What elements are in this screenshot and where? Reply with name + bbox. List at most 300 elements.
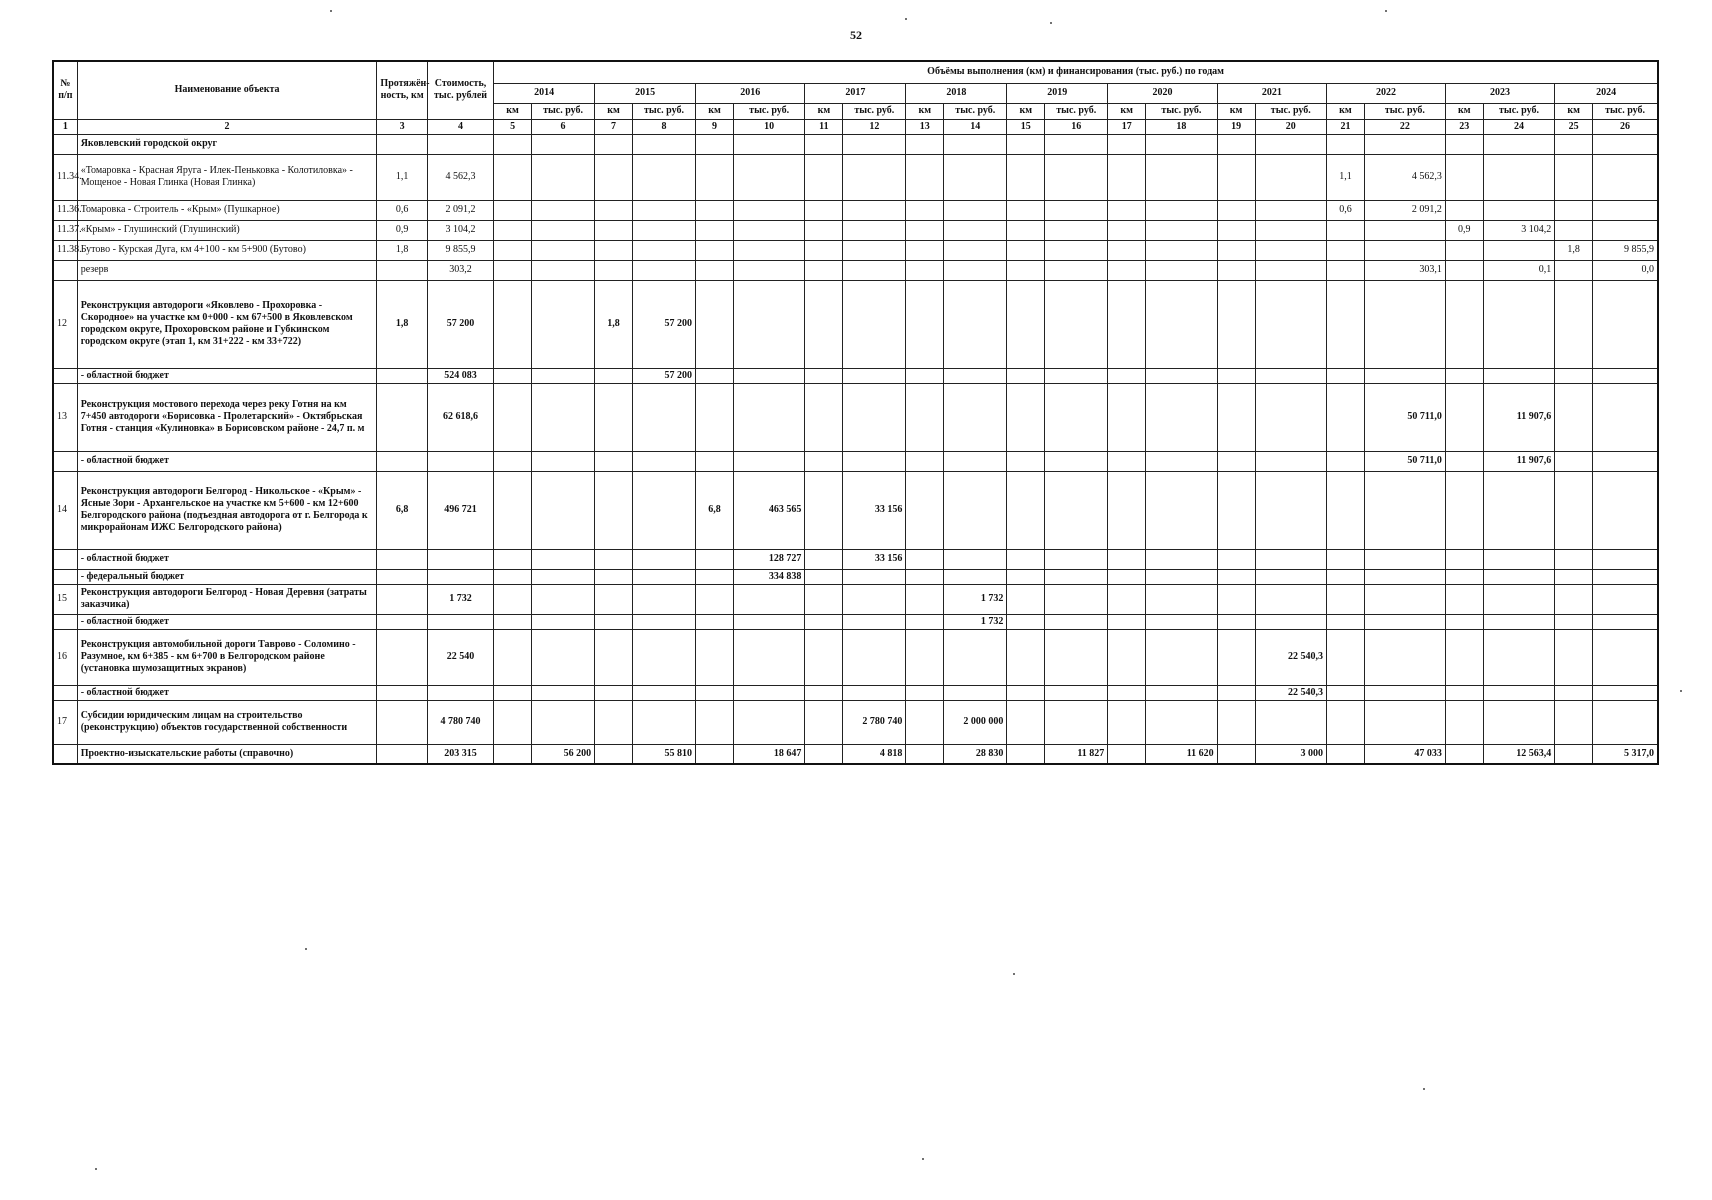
column-number: 11 bbox=[805, 119, 843, 134]
year-header-2020: 2020 bbox=[1108, 83, 1217, 103]
year-rub-cell bbox=[733, 200, 805, 220]
year-rub-cell bbox=[944, 569, 1007, 584]
year-header-2014: 2014 bbox=[494, 83, 595, 103]
year-km-cell bbox=[805, 383, 843, 451]
year-km-cell bbox=[696, 220, 734, 240]
row-number: 13 bbox=[53, 383, 77, 451]
year-rub-cell bbox=[1045, 240, 1108, 260]
year-rub-cell: 50 711,0 bbox=[1364, 451, 1445, 471]
year-rub-cell bbox=[532, 629, 595, 685]
year-rub-cell bbox=[733, 280, 805, 368]
year-km-cell bbox=[494, 471, 532, 549]
year-km-cell bbox=[494, 744, 532, 764]
row-number bbox=[53, 614, 77, 629]
year-rub-cell bbox=[944, 220, 1007, 240]
unit-rub-2016: тыс. руб. bbox=[733, 103, 805, 119]
table-row bbox=[53, 700, 1658, 744]
year-rub-cell: 18 647 bbox=[733, 744, 805, 764]
year-km-cell bbox=[906, 584, 944, 614]
year-km-cell bbox=[1217, 383, 1255, 451]
year-km-cell bbox=[696, 744, 734, 764]
year-rub-cell bbox=[733, 260, 805, 280]
year-rub-cell bbox=[1045, 614, 1108, 629]
year-rub-cell bbox=[1483, 685, 1555, 700]
year-rub-cell bbox=[733, 451, 805, 471]
unit-rub-2019: тыс. руб. bbox=[1045, 103, 1108, 119]
year-km-cell bbox=[1007, 629, 1045, 685]
year-km-cell bbox=[1108, 584, 1146, 614]
year-rub-cell bbox=[1255, 154, 1327, 200]
year-km-cell bbox=[595, 451, 633, 471]
unit-km-2022: км bbox=[1327, 103, 1365, 119]
year-km-cell bbox=[1445, 260, 1483, 280]
year-rub-cell bbox=[1483, 614, 1555, 629]
year-rub-cell bbox=[1483, 154, 1555, 200]
year-rub-cell bbox=[733, 154, 805, 200]
year-km-cell bbox=[906, 744, 944, 764]
year-rub-cell: 4 818 bbox=[843, 744, 906, 764]
year-header-2017: 2017 bbox=[805, 83, 906, 103]
year-km-cell bbox=[1217, 549, 1255, 569]
column-number: 16 bbox=[1045, 119, 1108, 134]
year-km-cell bbox=[595, 200, 633, 220]
year-km-cell bbox=[805, 134, 843, 154]
year-km-cell bbox=[494, 154, 532, 200]
year-rub-cell bbox=[1593, 549, 1658, 569]
year-rub-cell: 11 620 bbox=[1146, 744, 1218, 764]
year-rub-cell bbox=[532, 200, 595, 220]
year-km-cell bbox=[906, 549, 944, 569]
year-km-cell bbox=[805, 700, 843, 744]
object-name: - областной бюджет bbox=[77, 368, 377, 383]
year-km-cell bbox=[1327, 471, 1365, 549]
year-header-2024: 2024 bbox=[1555, 83, 1658, 103]
year-rub-cell: 33 156 bbox=[843, 549, 906, 569]
year-km-cell bbox=[494, 383, 532, 451]
object-name: - областной бюджет bbox=[77, 549, 377, 569]
year-rub-cell bbox=[1146, 383, 1218, 451]
year-rub-cell: 56 200 bbox=[532, 744, 595, 764]
table-row bbox=[53, 549, 1658, 569]
object-name: Реконструкция автодороги «Яковлево - Прохоровка - Скородное» на участке км 0+000 - км 67+500 в Яковлевском городском округе, Прохоровском районе и Губкинском городском округе (этап 1, км 31+222 - км 33+722) bbox=[77, 280, 377, 368]
object-name: Проектно-изыскательские работы (справочно) bbox=[77, 744, 377, 764]
object-name: «Крым» - Глушинский (Глушинский) bbox=[77, 220, 377, 240]
header-num: № п/п bbox=[53, 61, 77, 119]
year-rub-cell bbox=[1593, 614, 1658, 629]
page-number: 52 bbox=[850, 28, 862, 42]
year-km-cell bbox=[1217, 629, 1255, 685]
year-rub-cell bbox=[1255, 240, 1327, 260]
column-number: 10 bbox=[733, 119, 805, 134]
column-number: 14 bbox=[944, 119, 1007, 134]
year-rub-cell bbox=[1364, 614, 1445, 629]
year-km-cell bbox=[1108, 744, 1146, 764]
year-rub-cell: 57 200 bbox=[632, 368, 695, 383]
object-name: Бутово - Курская Дуга, км 4+100 - км 5+900 (Бутово) bbox=[77, 240, 377, 260]
year-rub-cell bbox=[733, 220, 805, 240]
year-km-cell bbox=[906, 451, 944, 471]
year-km-cell bbox=[805, 614, 843, 629]
year-km-cell bbox=[494, 260, 532, 280]
year-rub-cell bbox=[1255, 280, 1327, 368]
year-km-cell bbox=[906, 700, 944, 744]
column-number: 3 bbox=[377, 119, 427, 134]
unit-km-2016: км bbox=[696, 103, 734, 119]
year-rub-cell bbox=[733, 584, 805, 614]
year-km-cell bbox=[805, 471, 843, 549]
year-km-cell bbox=[696, 614, 734, 629]
year-km-cell bbox=[696, 154, 734, 200]
year-header-2016: 2016 bbox=[696, 83, 805, 103]
unit-rub-2021: тыс. руб. bbox=[1255, 103, 1327, 119]
year-header-2019: 2019 bbox=[1007, 83, 1108, 103]
year-km-cell bbox=[1217, 134, 1255, 154]
year-km-cell bbox=[1327, 134, 1365, 154]
year-km-cell bbox=[906, 154, 944, 200]
year-rub-cell bbox=[1045, 154, 1108, 200]
year-rub-cell bbox=[1045, 220, 1108, 240]
year-km-cell bbox=[1007, 569, 1045, 584]
year-km-cell bbox=[1555, 471, 1593, 549]
column-number: 17 bbox=[1108, 119, 1146, 134]
year-km-cell bbox=[1108, 240, 1146, 260]
object-name: Реконструкция мостового перехода через реку Готня на км 7+450 автодороги «Борисовка - Пролетарский» - Октябрьская Готня - станция «Кулиновка» в Борисовском районе - 24,7 п. м bbox=[77, 383, 377, 451]
year-km-cell bbox=[595, 134, 633, 154]
year-rub-cell bbox=[843, 614, 906, 629]
year-km-cell bbox=[1108, 471, 1146, 549]
total-cost bbox=[427, 451, 493, 471]
year-rub-cell bbox=[1255, 569, 1327, 584]
year-km-cell bbox=[595, 685, 633, 700]
year-rub-cell bbox=[1593, 220, 1658, 240]
year-km-cell bbox=[696, 629, 734, 685]
year-rub-cell bbox=[944, 549, 1007, 569]
year-rub-cell bbox=[843, 569, 906, 584]
object-name: - областной бюджет bbox=[77, 614, 377, 629]
year-km-cell bbox=[1007, 200, 1045, 220]
year-km-cell bbox=[805, 629, 843, 685]
year-rub-cell bbox=[1364, 629, 1445, 685]
total-cost bbox=[427, 685, 493, 700]
year-rub-cell bbox=[632, 584, 695, 614]
column-number: 23 bbox=[1445, 119, 1483, 134]
column-number: 7 bbox=[595, 119, 633, 134]
year-km-cell bbox=[1555, 685, 1593, 700]
year-km-cell bbox=[1007, 154, 1045, 200]
year-rub-cell bbox=[1146, 549, 1218, 569]
year-km-cell bbox=[805, 549, 843, 569]
length-km bbox=[377, 260, 427, 280]
column-number: 22 bbox=[1364, 119, 1445, 134]
year-rub-cell bbox=[1255, 134, 1327, 154]
table-row bbox=[53, 584, 1658, 614]
year-rub-cell bbox=[1364, 368, 1445, 383]
object-name: Реконструкция автомобильной дороги Таврово - Соломино - Разумное, км 6+385 - км 6+700 в Белгородском районе (установка шумозащитных экранов) bbox=[77, 629, 377, 685]
column-number: 5 bbox=[494, 119, 532, 134]
column-number: 15 bbox=[1007, 119, 1045, 134]
year-rub-cell bbox=[1483, 569, 1555, 584]
year-km-cell bbox=[906, 134, 944, 154]
column-number: 13 bbox=[906, 119, 944, 134]
year-km-cell bbox=[1007, 614, 1045, 629]
length-km bbox=[377, 629, 427, 685]
year-rub-cell bbox=[843, 240, 906, 260]
year-km-cell bbox=[906, 383, 944, 451]
table-row bbox=[53, 685, 1658, 700]
table-row bbox=[53, 220, 1658, 240]
year-km-cell bbox=[1217, 614, 1255, 629]
object-name: Субсидии юридическим лицам на строительство (реконструкцию) объектов государственной собственности bbox=[77, 700, 377, 744]
year-km-cell bbox=[1327, 685, 1365, 700]
year-rub-cell bbox=[1255, 260, 1327, 280]
year-rub-cell: 55 810 bbox=[632, 744, 695, 764]
length-km: 0,6 bbox=[377, 200, 427, 220]
object-name: - областной бюджет bbox=[77, 451, 377, 471]
year-rub-cell bbox=[843, 280, 906, 368]
year-rub-cell bbox=[1045, 260, 1108, 280]
row-number: 17 bbox=[53, 700, 77, 744]
year-km-cell bbox=[805, 569, 843, 584]
year-rub-cell bbox=[532, 220, 595, 240]
total-cost: 524 083 bbox=[427, 368, 493, 383]
length-km bbox=[377, 368, 427, 383]
year-km-cell bbox=[494, 700, 532, 744]
unit-rub-2023: тыс. руб. bbox=[1483, 103, 1555, 119]
year-km-cell bbox=[1007, 368, 1045, 383]
year-rub-cell bbox=[1593, 383, 1658, 451]
year-km-cell bbox=[1445, 383, 1483, 451]
year-rub-cell bbox=[944, 280, 1007, 368]
length-km: 6,8 bbox=[377, 471, 427, 549]
column-number: 19 bbox=[1217, 119, 1255, 134]
year-km-cell bbox=[906, 260, 944, 280]
year-km-cell bbox=[595, 260, 633, 280]
unit-km-2014: км bbox=[494, 103, 532, 119]
year-rub-cell bbox=[1483, 471, 1555, 549]
year-km-cell bbox=[1555, 383, 1593, 451]
total-cost: 1 732 bbox=[427, 584, 493, 614]
year-km-cell bbox=[1555, 260, 1593, 280]
year-rub-cell: 3 000 bbox=[1255, 744, 1327, 764]
year-rub-cell bbox=[1146, 685, 1218, 700]
year-km-cell bbox=[1007, 471, 1045, 549]
year-rub-cell bbox=[843, 200, 906, 220]
year-rub-cell: 128 727 bbox=[733, 549, 805, 569]
year-rub-cell bbox=[632, 240, 695, 260]
column-number: 1 bbox=[53, 119, 77, 134]
year-km-cell bbox=[494, 685, 532, 700]
year-rub-cell bbox=[1255, 368, 1327, 383]
year-km-cell bbox=[494, 220, 532, 240]
object-name: - федеральный бюджет bbox=[77, 569, 377, 584]
year-km-cell bbox=[595, 368, 633, 383]
year-km-cell bbox=[1445, 451, 1483, 471]
year-rub-cell bbox=[944, 383, 1007, 451]
year-km-cell bbox=[1007, 744, 1045, 764]
year-km-cell bbox=[1108, 629, 1146, 685]
table-row bbox=[53, 154, 1658, 200]
year-rub-cell: 1 732 bbox=[944, 584, 1007, 614]
year-rub-cell bbox=[1483, 549, 1555, 569]
year-rub-cell bbox=[1593, 200, 1658, 220]
year-rub-cell bbox=[944, 240, 1007, 260]
year-rub-cell bbox=[632, 154, 695, 200]
year-km-cell bbox=[1217, 260, 1255, 280]
total-cost: 9 855,9 bbox=[427, 240, 493, 260]
year-rub-cell bbox=[532, 280, 595, 368]
year-km-cell bbox=[595, 383, 633, 451]
year-rub-cell bbox=[733, 700, 805, 744]
year-rub-cell bbox=[944, 451, 1007, 471]
table-row bbox=[53, 280, 1658, 368]
year-km-cell bbox=[494, 240, 532, 260]
year-rub-cell bbox=[1146, 569, 1218, 584]
row-number bbox=[53, 368, 77, 383]
row-number: 14 bbox=[53, 471, 77, 549]
year-rub-cell bbox=[532, 569, 595, 584]
year-header-2022: 2022 bbox=[1327, 83, 1446, 103]
year-rub-cell: 47 033 bbox=[1364, 744, 1445, 764]
length-km bbox=[377, 685, 427, 700]
year-km-cell bbox=[1327, 549, 1365, 569]
year-km-cell bbox=[1007, 584, 1045, 614]
year-km-cell bbox=[1555, 451, 1593, 471]
year-rub-cell bbox=[1146, 200, 1218, 220]
year-rub-cell bbox=[843, 368, 906, 383]
total-cost: 3 104,2 bbox=[427, 220, 493, 240]
year-rub-cell bbox=[632, 614, 695, 629]
year-rub-cell bbox=[632, 260, 695, 280]
year-km-cell bbox=[696, 200, 734, 220]
year-rub-cell: 12 563,4 bbox=[1483, 744, 1555, 764]
table-row bbox=[53, 629, 1658, 685]
year-km-cell bbox=[1555, 569, 1593, 584]
year-km-cell bbox=[805, 584, 843, 614]
year-km-cell bbox=[805, 260, 843, 280]
year-km-cell bbox=[1555, 220, 1593, 240]
year-header-2015: 2015 bbox=[595, 83, 696, 103]
table-body bbox=[53, 119, 1658, 764]
unit-rub-2020: тыс. руб. bbox=[1146, 103, 1218, 119]
year-rub-cell bbox=[1045, 134, 1108, 154]
year-km-cell bbox=[906, 220, 944, 240]
length-km: 1,8 bbox=[377, 240, 427, 260]
year-rub-cell bbox=[1045, 685, 1108, 700]
year-rub-cell bbox=[532, 700, 595, 744]
year-rub-cell bbox=[1364, 685, 1445, 700]
year-rub-cell bbox=[532, 154, 595, 200]
year-km-cell bbox=[696, 280, 734, 368]
year-rub-cell bbox=[1255, 700, 1327, 744]
year-rub-cell: 0,1 bbox=[1483, 260, 1555, 280]
year-km-cell bbox=[494, 368, 532, 383]
year-rub-cell bbox=[532, 549, 595, 569]
length-km bbox=[377, 134, 427, 154]
unit-km-2024: км bbox=[1555, 103, 1593, 119]
total-cost: 203 315 bbox=[427, 744, 493, 764]
row-number: 16 bbox=[53, 629, 77, 685]
year-km-cell bbox=[1217, 569, 1255, 584]
year-km-cell bbox=[1445, 549, 1483, 569]
year-rub-cell: 22 540,3 bbox=[1255, 629, 1327, 685]
year-km-cell bbox=[1445, 368, 1483, 383]
object-name: - областной бюджет bbox=[77, 685, 377, 700]
year-km-cell bbox=[1217, 368, 1255, 383]
year-rub-cell bbox=[1364, 280, 1445, 368]
unit-km-2019: км bbox=[1007, 103, 1045, 119]
year-rub-cell bbox=[733, 134, 805, 154]
financing-table bbox=[52, 60, 1659, 765]
year-rub-cell bbox=[532, 685, 595, 700]
length-km: 1,8 bbox=[377, 280, 427, 368]
total-cost bbox=[427, 569, 493, 584]
unit-km-2018: км bbox=[906, 103, 944, 119]
length-km bbox=[377, 451, 427, 471]
year-km-cell bbox=[906, 685, 944, 700]
year-rub-cell: 11 907,6 bbox=[1483, 451, 1555, 471]
year-km-cell bbox=[1445, 134, 1483, 154]
year-km-cell bbox=[595, 220, 633, 240]
length-km bbox=[377, 614, 427, 629]
year-km-cell bbox=[595, 744, 633, 764]
year-km-cell bbox=[696, 685, 734, 700]
year-km-cell bbox=[1555, 584, 1593, 614]
column-number: 20 bbox=[1255, 119, 1327, 134]
length-km bbox=[377, 584, 427, 614]
year-km-cell bbox=[696, 240, 734, 260]
year-rub-cell bbox=[532, 260, 595, 280]
year-rub-cell bbox=[632, 569, 695, 584]
year-rub-cell bbox=[1593, 629, 1658, 685]
total-cost: 62 618,6 bbox=[427, 383, 493, 451]
table-row bbox=[53, 383, 1658, 451]
year-km-cell bbox=[1555, 134, 1593, 154]
unit-rub-2015: тыс. руб. bbox=[632, 103, 695, 119]
year-rub-cell bbox=[733, 383, 805, 451]
year-rub-cell bbox=[632, 220, 695, 240]
year-km-cell bbox=[494, 451, 532, 471]
year-rub-cell: 4 562,3 bbox=[1364, 154, 1445, 200]
year-rub-cell bbox=[1255, 451, 1327, 471]
length-km bbox=[377, 549, 427, 569]
year-km-cell bbox=[1327, 569, 1365, 584]
unit-km-2020: км bbox=[1108, 103, 1146, 119]
year-km-cell bbox=[1007, 280, 1045, 368]
year-rub-cell bbox=[1255, 584, 1327, 614]
year-rub-cell bbox=[843, 584, 906, 614]
year-km-cell bbox=[1327, 584, 1365, 614]
year-km-cell bbox=[1108, 154, 1146, 200]
row-number bbox=[53, 569, 77, 584]
year-rub-cell bbox=[944, 685, 1007, 700]
year-km-cell bbox=[696, 368, 734, 383]
year-rub-cell: 9 855,9 bbox=[1593, 240, 1658, 260]
year-rub-cell bbox=[843, 685, 906, 700]
year-rub-cell bbox=[1364, 584, 1445, 614]
total-cost: 22 540 bbox=[427, 629, 493, 685]
column-number: 2 bbox=[77, 119, 377, 134]
unit-km-2023: км bbox=[1445, 103, 1483, 119]
year-rub-cell bbox=[632, 685, 695, 700]
year-rub-cell bbox=[1146, 240, 1218, 260]
year-km-cell bbox=[595, 154, 633, 200]
total-cost: 57 200 bbox=[427, 280, 493, 368]
total-cost: 2 091,2 bbox=[427, 200, 493, 220]
year-km-cell bbox=[1217, 700, 1255, 744]
year-km-cell bbox=[1007, 700, 1045, 744]
column-number: 24 bbox=[1483, 119, 1555, 134]
row-number bbox=[53, 451, 77, 471]
